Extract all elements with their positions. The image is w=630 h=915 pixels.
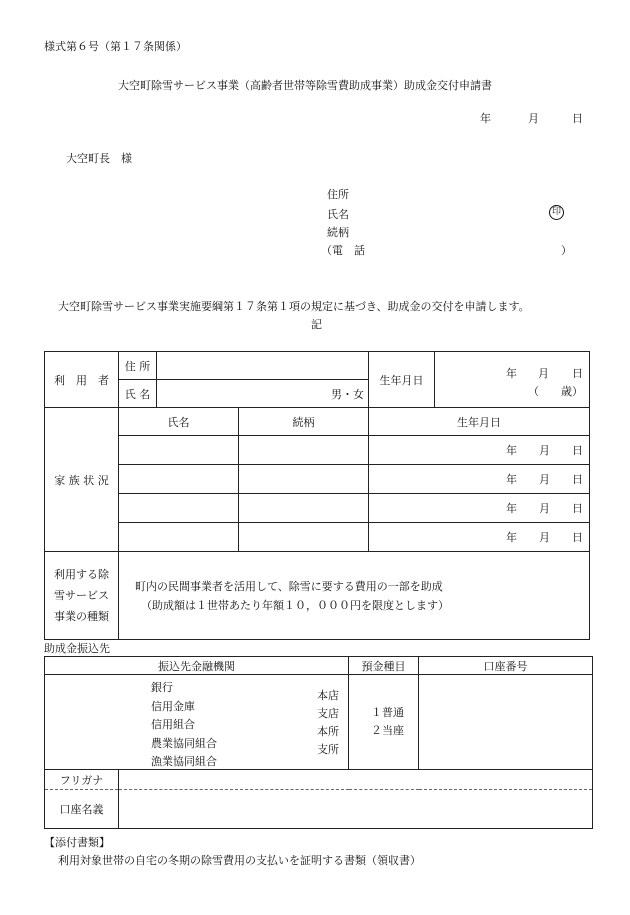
ki-label: 記 xyxy=(311,318,322,331)
applicant-relation-label: 続柄 xyxy=(327,226,349,239)
service-label xyxy=(45,552,119,640)
institution-agri-coop: 農業協同組合 xyxy=(151,736,217,750)
user-birth-field[interactable] xyxy=(435,352,590,408)
family-row-3-relation[interactable] xyxy=(239,494,369,523)
branch-sub: 支所 xyxy=(317,743,339,756)
form-number: 様式第６号（第１７条関係） xyxy=(44,40,187,53)
user-label: 利 用 者 xyxy=(45,352,119,408)
bank-section-title: 助成金振込先 xyxy=(44,642,110,655)
user-gender[interactable]: 男・女 xyxy=(331,387,364,401)
user-name-label: 氏 名 xyxy=(119,380,157,408)
addressee: 大空町長 様 xyxy=(66,152,132,165)
family-label: 家 族 状 況 xyxy=(45,408,119,552)
family-header-relation: 続柄 xyxy=(239,408,369,436)
bank-account-number-field[interactable] xyxy=(419,675,593,770)
deposit-type-current[interactable]: ２当座 xyxy=(371,724,404,737)
institution-list xyxy=(151,679,217,772)
family-row-4-year: 年 xyxy=(506,531,517,544)
branch-head-office: 本店 xyxy=(317,689,339,702)
family-row-2-name[interactable] xyxy=(119,465,239,494)
family-row-1-relation[interactable] xyxy=(239,436,369,465)
user-age: （ 歳） xyxy=(528,384,583,398)
user-birth-label: 生年月日 xyxy=(369,352,435,408)
family-row-1-birth[interactable] xyxy=(369,436,590,465)
applicant-address-label: 住所 xyxy=(327,188,349,201)
family-row-1-day: 日 xyxy=(572,444,583,457)
date-month: 月 xyxy=(528,112,539,125)
deposit-type-ordinary[interactable]: １普通 xyxy=(371,706,404,719)
family-row-2-month: 月 xyxy=(539,473,550,486)
date-day: 日 xyxy=(572,112,583,125)
application-statement: 大空町除雪サービス事業実施要綱第１７条第１項の規定に基づき、助成金の交付を申請します。 xyxy=(58,300,530,313)
family-row-4-relation[interactable] xyxy=(239,523,369,552)
family-row-3-day: 日 xyxy=(572,502,583,515)
date-year: 年 xyxy=(480,112,491,125)
application-table xyxy=(44,351,590,640)
family-row-2-birth[interactable] xyxy=(369,465,590,494)
family-row-4-month: 月 xyxy=(539,531,550,544)
family-row-2-year: 年 xyxy=(506,473,517,486)
family-header-name: 氏名 xyxy=(119,408,239,436)
applicant-name-label: 氏名 xyxy=(327,208,349,221)
user-address-label: 住 所 xyxy=(119,352,157,380)
branch-branch: 支店 xyxy=(317,707,339,720)
user-birth-month: 月 xyxy=(538,366,549,380)
family-header-birth: 生年月日 xyxy=(369,408,590,436)
branch-list xyxy=(317,687,339,759)
seal-icon: 印 xyxy=(549,205,564,220)
bank-table xyxy=(44,656,593,829)
user-birth-year: 年 xyxy=(506,366,517,380)
user-birth-day: 日 xyxy=(572,366,583,380)
service-description-line-2: （助成額は１世帯あたり年額１０，０００円を限度とします） xyxy=(141,598,449,612)
family-row-4-birth[interactable] xyxy=(369,523,590,552)
applicant-phone-label: （電 話 xyxy=(321,244,365,257)
document-title: 大空町除雪サービス事業（高齢者世帯等除雪費助成事業）助成金交付申請書 xyxy=(118,79,492,92)
bank-deposit-type-field[interactable] xyxy=(349,675,419,770)
family-row-3-month: 月 xyxy=(539,502,550,515)
bank-header-account-number: 口座番号 xyxy=(419,657,593,675)
user-address-field[interactable] xyxy=(157,352,369,380)
bank-header-institution: 振込先金融機関 xyxy=(45,657,349,675)
applicant-phone-close: ） xyxy=(561,244,572,257)
attachments-item: 利用対象世帯の自宅の冬期の除雪費用の支払いを証明する書類（領収書） xyxy=(58,854,421,867)
institution-shinkin: 信用金庫 xyxy=(151,699,195,713)
family-row-4-name[interactable] xyxy=(119,523,239,552)
family-row-3-year: 年 xyxy=(506,502,517,515)
institution-fish-coop: 漁業協同組合 xyxy=(151,755,217,768)
furigana-label: フリガナ xyxy=(45,770,119,790)
service-description-line-1: 町内の民間事業者を活用して、除雪に要する費用の一部を助成 xyxy=(135,579,443,593)
family-row-3-birth[interactable] xyxy=(369,494,590,523)
furigana-field[interactable] xyxy=(119,770,593,790)
attachments-title: 【添付書類】 xyxy=(44,836,110,849)
bank-institution-field[interactable] xyxy=(45,675,349,770)
service-description xyxy=(119,552,590,640)
family-row-1-year: 年 xyxy=(506,444,517,457)
seal-mark xyxy=(549,204,564,220)
family-row-2-day: 日 xyxy=(572,473,583,486)
service-label-line-1: 利用する除 xyxy=(54,568,109,581)
family-row-3-name[interactable] xyxy=(119,494,239,523)
service-label-line-2: 雪サービス xyxy=(54,589,109,602)
family-row-4-day: 日 xyxy=(572,531,583,544)
branch-main: 本所 xyxy=(317,725,339,738)
user-name-field[interactable] xyxy=(157,380,369,408)
account-holder-label: 口座名義 xyxy=(45,790,119,829)
family-row-1-name[interactable] xyxy=(119,436,239,465)
account-holder-field[interactable] xyxy=(119,790,593,829)
service-label-line-3: 事業の種類 xyxy=(54,610,109,623)
institution-bank: 銀行 xyxy=(151,681,173,694)
bank-header-deposit-type: 預金種目 xyxy=(349,657,419,675)
institution-credit-union: 信用組合 xyxy=(151,718,195,731)
family-row-2-relation[interactable] xyxy=(239,465,369,494)
family-row-1-month: 月 xyxy=(539,444,550,457)
